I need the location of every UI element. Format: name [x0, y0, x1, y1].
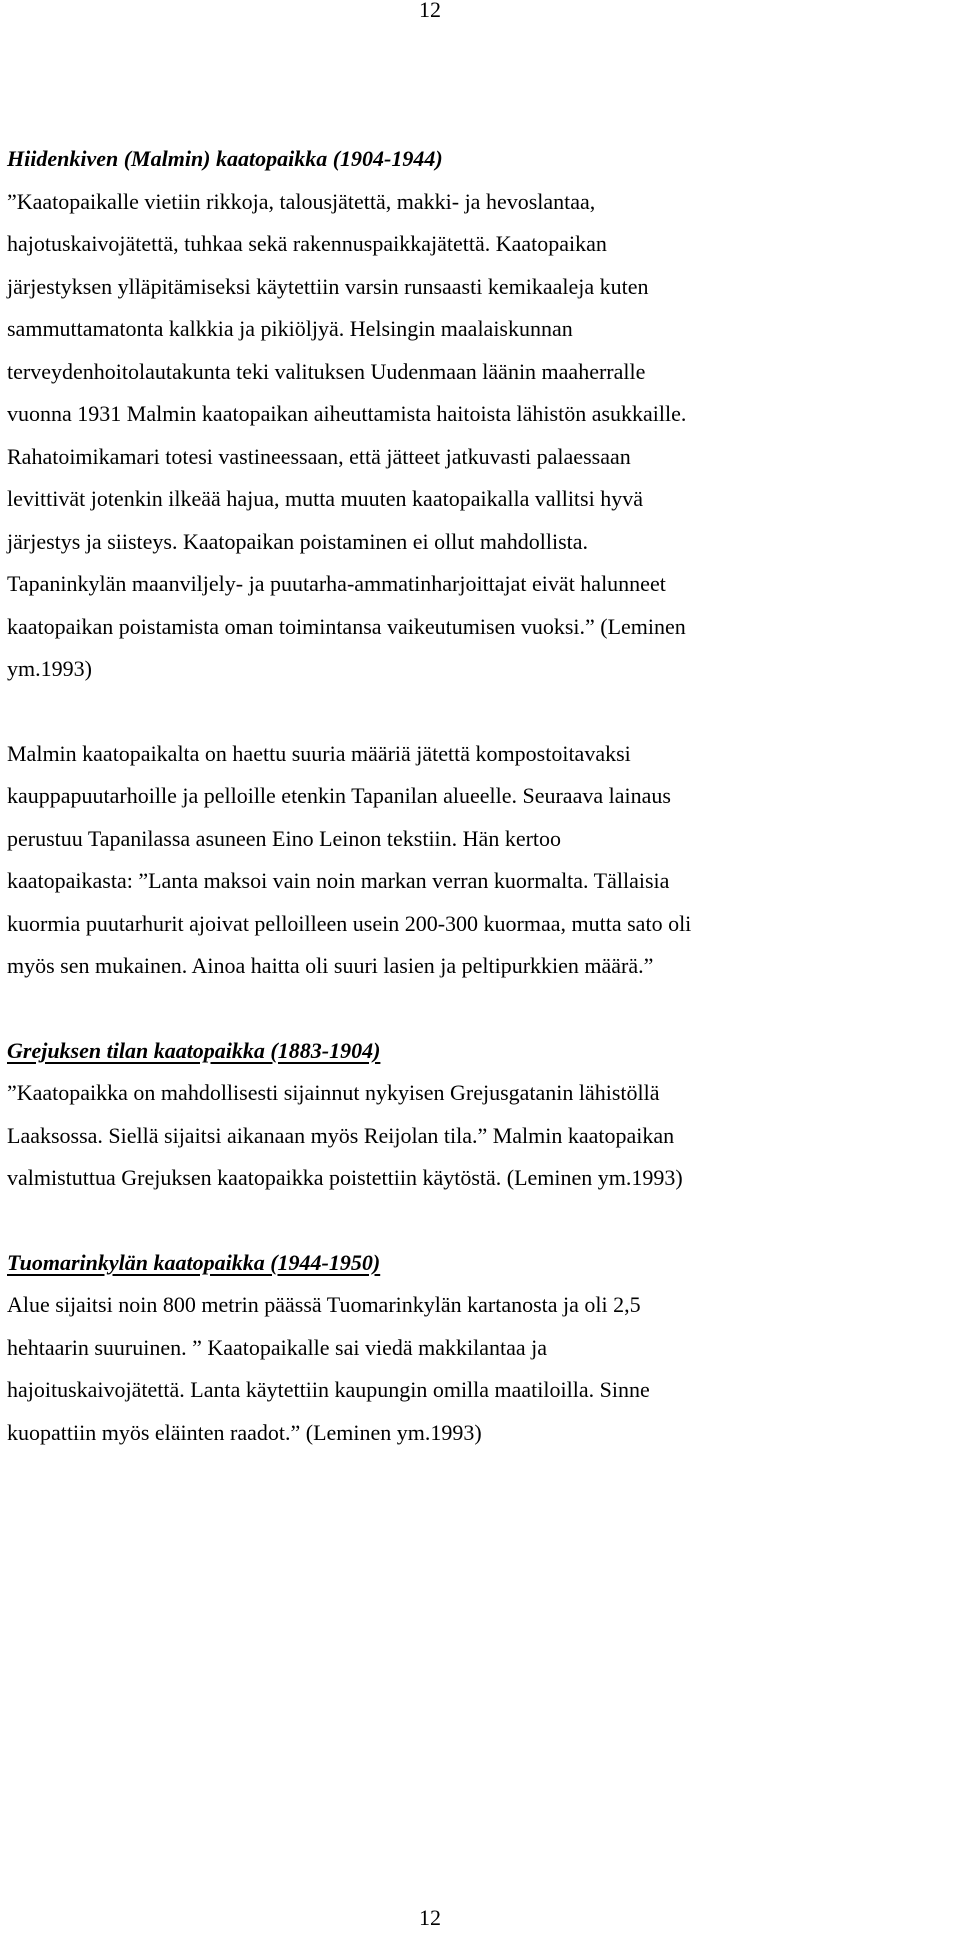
page-number-bottom: 12 [419, 1905, 441, 1930]
text-line: myös sen mukainen. Ainoa haitta oli suuri lasien ja peltipurkkien määrä.” [7, 953, 654, 978]
text-line: kauppapuutarhoille ja pelloille etenkin Tapanilan alueelle. Seuraava lainaus [7, 783, 671, 808]
text-line: levittivät jotenkin ilkeää hajua, mutta muuten kaatopaikalla vallitsi hyvä [7, 486, 643, 511]
page-number-top: 12 [419, 0, 441, 22]
paragraph-gap [7, 691, 957, 733]
paragraph-tuomarinkyla [7, 1284, 957, 1454]
section-heading-hiidenkivi: Hiidenkiven (Malmin) kaatopaikka (1904-1944) [7, 146, 443, 171]
text-line: Malmin kaatopaikalta on haettu suuria määriä jätettä kompostoitavaksi [7, 740, 631, 766]
document-body [7, 138, 957, 1454]
text-line: terveydenhoitolautakunta teki valituksen Uudenmaan läänin maaherralle [7, 358, 646, 384]
text-line: Tapaninkylän maanviljely- ja puutarha-ammatinharjoittajat eivät halunneet [7, 571, 666, 596]
text-line: kuormia puutarhurit ajoivat pelloilleen usein 200-300 kuormaa, mutta sato oli [7, 910, 692, 936]
paragraph-quote-malmi [7, 181, 957, 691]
text-line: valmistuttua Grejuksen kaatopaikka poistettiin käytöstä. (Leminen ym.1993) [7, 1165, 683, 1190]
paragraph-gap [7, 1200, 957, 1242]
text-line: Laaksossa. Siellä sijaitsi aikanaan myös Reijolan tila.” Malmin kaatopaikan [7, 1122, 675, 1148]
paragraph-malmi-compost [7, 733, 957, 988]
text-line: kuopattiin myös eläinten raadot.” (Leminen ym.1993) [7, 1419, 482, 1445]
text-line: vuonna 1931 Malmin kaatopaikan aiheuttamista haitoista lähistön asukkaille. [7, 401, 687, 426]
section-heading-grejus: Grejuksen tilan kaatopaikka (1883-1904) [7, 1037, 381, 1063]
section-heading-tuomarinkyla: Tuomarinkylän kaatopaikka (1944-1950) [7, 1249, 381, 1275]
paragraph-grejus [7, 1072, 957, 1200]
text-line: hajoituskaivojätettä. Lanta käytettiin kaupungin omilla maatiloilla. Sinne [7, 1377, 650, 1402]
text-line: järjestys ja siisteys. Kaatopaikan poistaminen ei ollut mahdollista. [7, 528, 589, 554]
text-line: järjestyksen ylläpitämiseksi käytettiin varsin runsaasti kemikaaleja kuten [7, 273, 649, 299]
text-line: hajotuskaivojätettä, tuhkaa sekä rakennuspaikkajätettä. Kaatopaikan [7, 231, 607, 256]
text-line: sammuttamatonta kalkkia ja pikiöljyä. Helsingin maalaiskunnan [7, 316, 573, 341]
paragraph-gap [7, 988, 957, 1030]
text-line: ”Kaatopaikalle vietiin rikkoja, talousjätettä, makki- ja hevoslantaa, [7, 188, 596, 214]
text-line: Alue sijaitsi noin 800 metrin päässä Tuomarinkylän kartanosta ja oli 2,5 [7, 1292, 641, 1317]
text-line: ym.1993) [7, 656, 92, 681]
text-line: ”Kaatopaikka on mahdollisesti sijainnut nykyisen Grejusgatanin lähistöllä [7, 1080, 660, 1105]
text-line: hehtaarin suuruinen. ” Kaatopaikalle sai viedä makkilantaa ja [7, 1334, 547, 1360]
text-line: kaatopaikan poistamista oman toimintansa vaikeutumisen vuoksi.” (Leminen [7, 613, 686, 639]
text-line: kaatopaikasta: ”Lanta maksoi vain noin markan verran kuormalta. Tällaisia [7, 868, 670, 893]
text-line: Rahatoimikamari totesi vastineessaan, että jätteet jatkuvasti palaessaan [7, 443, 631, 469]
text-line: perustuu Tapanilassa asuneen Eino Leinon tekstiin. Hän kertoo [7, 825, 562, 851]
